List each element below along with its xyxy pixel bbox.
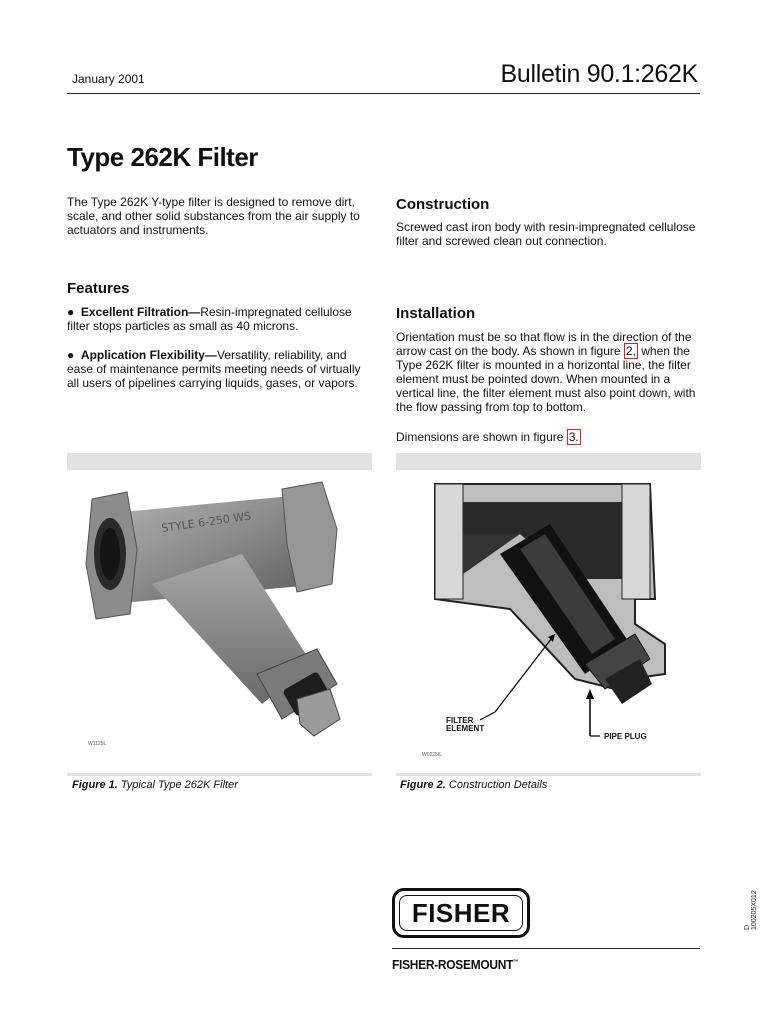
bullet-icon: ● <box>67 348 81 362</box>
header-rule <box>67 93 700 94</box>
feature-item <box>67 348 367 390</box>
page-title: Type 262K Filter <box>67 142 258 172</box>
figure-1-band <box>67 453 372 470</box>
figure-2-band <box>396 453 701 470</box>
feature-item <box>67 305 367 333</box>
pipe-plug-callout: PIPE PLUG <box>604 732 647 741</box>
feature-lead: Application Flexibility— <box>80 348 217 362</box>
construction-text: Screwed cast iron body with resin-impregnated cellulose filter and screwed clean out connection. <box>396 220 696 248</box>
fisher-logo <box>392 888 530 938</box>
figure-caption-text: Construction Details <box>445 779 548 791</box>
installation-text-b: when the Type 262K filter is mounted in a horizontal line, the filter element must be pointed down. When mounted in a vertical line, the filter element must also point down, with the flow passing from top to bottom. <box>396 344 696 414</box>
figure-caption-text: Typical Type 262K Filter <box>117 779 238 791</box>
filter-element-callout <box>446 717 484 733</box>
installation-text <box>396 330 706 414</box>
figure-3-link[interactable]: 3. <box>568 430 579 444</box>
dimensions-text-a: Dimensions are shown in figure <box>396 430 567 444</box>
installation-heading: Installation <box>396 305 476 322</box>
filter-photo <box>82 474 360 744</box>
casting-text: STYLE 6-250 WS <box>160 509 252 535</box>
bullet-icon: ● <box>67 305 81 319</box>
trademark-symbol: ™ <box>513 959 519 966</box>
installation-text-a: Orientation must be so that flow is in the direction of the arrow cast on the body. As shown in figure <box>396 330 692 358</box>
caption-rule <box>396 773 701 776</box>
feature-text: Resin-impregnated cellulose filter stops particles as small as 40 microns. <box>67 305 352 333</box>
figure-label: Figure 1. <box>72 779 118 791</box>
fisher-logo-text: FISHER <box>399 895 523 931</box>
features-heading: Features <box>67 280 130 297</box>
figure-label: Figure 2. <box>400 779 446 791</box>
document-date: January 2001 <box>72 72 145 86</box>
dimensions-text <box>396 430 581 444</box>
construction-heading: Construction <box>396 196 490 213</box>
figure-1-code: W1125L <box>88 741 107 747</box>
callout-line-2: ELEMENT <box>446 724 485 733</box>
figure-1-caption <box>72 779 238 791</box>
document-code: D 100205X012 <box>744 890 758 930</box>
figure-2-link[interactable]: 2, <box>625 344 636 358</box>
wordmark-text: FISHER-ROSEMOUNT <box>392 957 514 972</box>
caption-rule <box>67 773 372 776</box>
figure-2-code: W0225IL <box>422 752 443 758</box>
footer-rule <box>392 948 700 949</box>
bulletin-number: Bulletin 90.1:262K <box>500 60 698 88</box>
figure-2-caption <box>400 779 547 791</box>
fisher-rosemount-wordmark <box>392 957 518 972</box>
cutaway-drawing <box>400 474 700 764</box>
feature-text: Versatility, reliability, and ease of maintenance permits meeting needs of virtually all users of pipelines carrying liquids, gases, or vapors. <box>67 348 361 390</box>
intro-paragraph: The Type 262K Y-type filter is designed to remove dirt, scale, and other solid substances from the air supply to actuators and instruments. <box>67 195 360 237</box>
callout-line-1: FILTER <box>446 716 474 725</box>
feature-lead: Excellent Filtration— <box>80 305 201 319</box>
